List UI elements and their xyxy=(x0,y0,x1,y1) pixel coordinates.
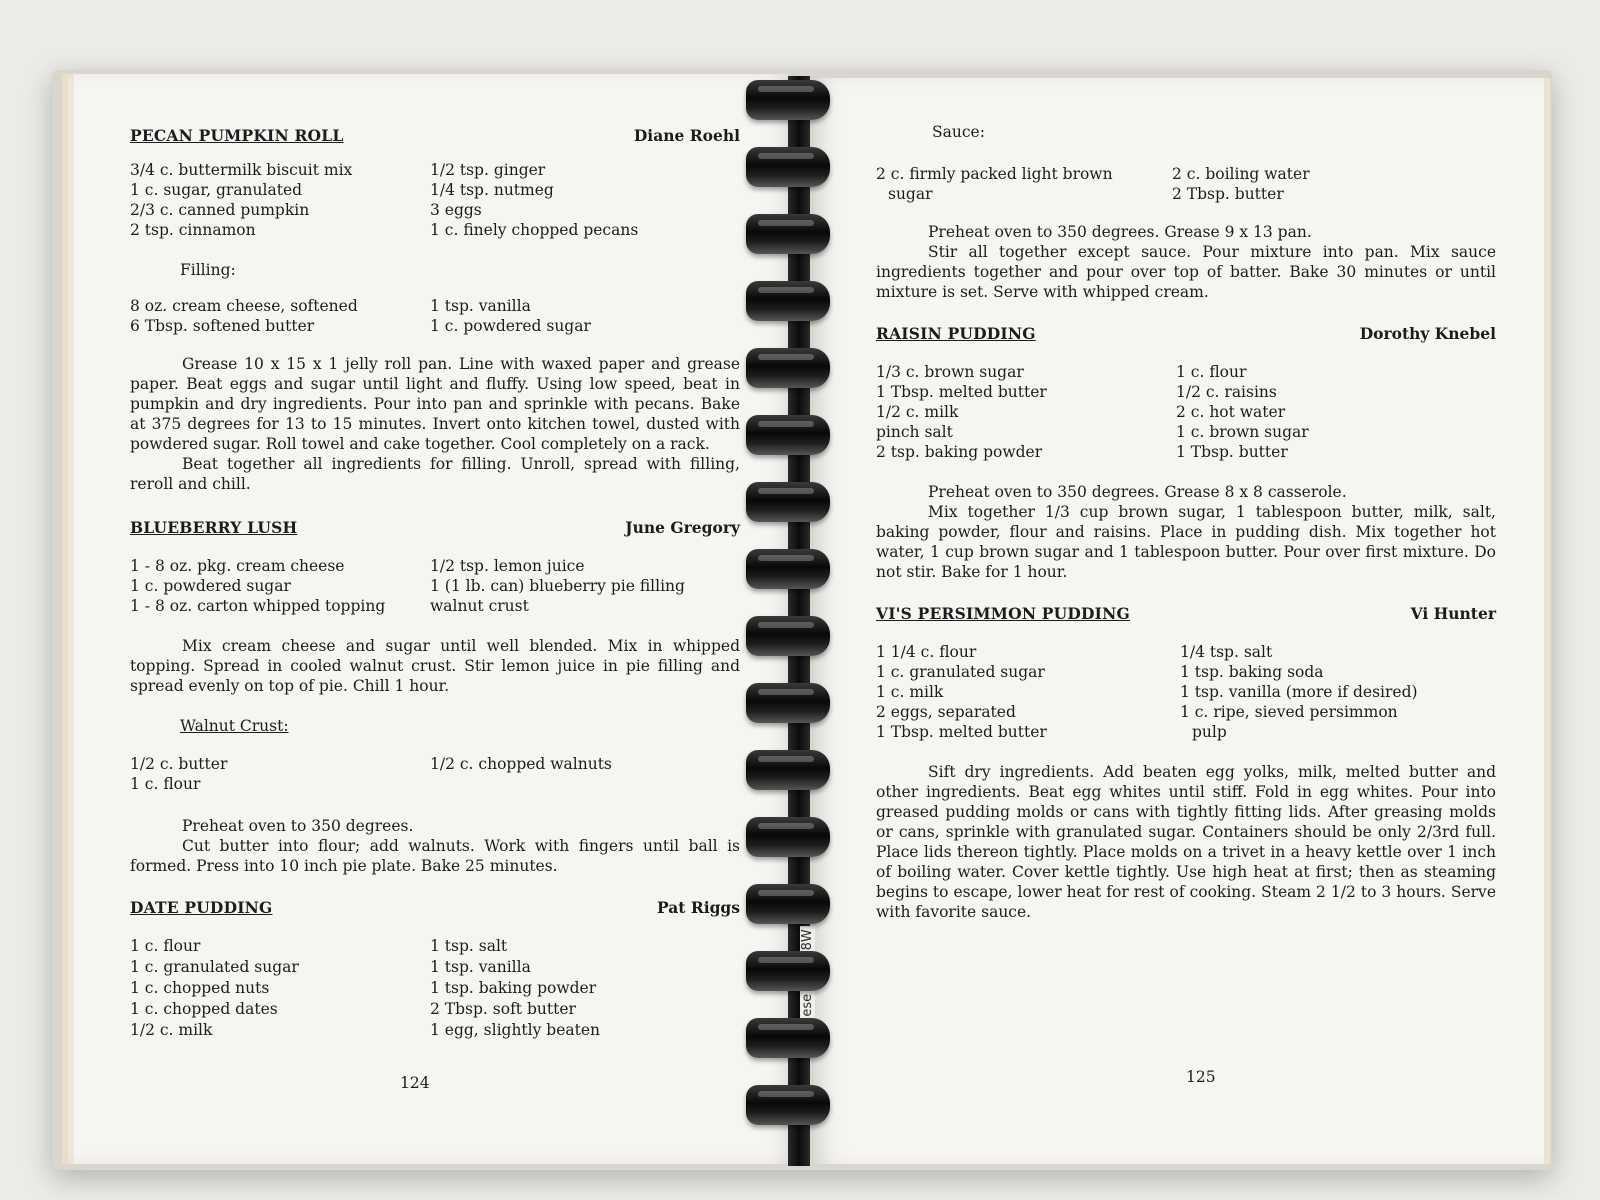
ingredient-list xyxy=(876,164,1496,204)
recipe-title: VI'S PERSIMMON PUDDING xyxy=(876,604,1130,623)
ingredient: 1/2 c. milk xyxy=(876,403,959,421)
ingredient: 1/4 tsp. nutmeg xyxy=(430,181,554,199)
ingredient: 2/3 c. canned pumpkin xyxy=(130,201,310,219)
ingredient: 1/2 tsp. lemon juice xyxy=(430,557,585,575)
ingredient: 1 c. flour xyxy=(1176,363,1247,381)
ingredient: 1 Tbsp. melted butter xyxy=(876,383,1047,401)
recipe-pecan-pumpkin-roll xyxy=(130,126,740,494)
recipe-author: Dorothy Knebel xyxy=(1359,324,1496,343)
recipe-blueberry-lush xyxy=(130,518,740,876)
recipe-header xyxy=(876,324,1496,344)
ingredient: 1 (1 lb. can) blueberry pie filling xyxy=(430,577,685,595)
ingredient: 3 eggs xyxy=(430,201,482,219)
left-page-content xyxy=(130,118,740,1041)
ingredient-list xyxy=(130,556,740,616)
ingredient-list xyxy=(130,936,740,1041)
recipe-header xyxy=(130,898,740,918)
directions xyxy=(130,354,740,494)
ingredient: 1 c. chopped dates xyxy=(130,1000,278,1018)
ingredient: 3/4 c. buttermilk biscuit mix xyxy=(130,161,353,179)
ingredient-list xyxy=(876,362,1496,462)
directions xyxy=(130,816,740,876)
spiral-coil-loop xyxy=(746,683,830,723)
spiral-coil-loop xyxy=(746,80,830,120)
ingredient: 1/2 c. raisins xyxy=(1176,383,1277,401)
recipe-author: Vi Hunter xyxy=(1410,604,1496,623)
ingredient: 1 c. granulated sugar xyxy=(876,663,1045,681)
left-page xyxy=(62,74,796,1164)
ingredient: 1 c. finely chopped pecans xyxy=(430,221,639,239)
directions xyxy=(876,762,1496,922)
direction-paragraph: Sift dry ingredients. Add beaten egg yolks, milk, melted butter and other ingredients. Beat egg whites until stiff. Fold in egg whites. Pour into greased pudding molds or cans with tightly fitting lids. After greasing molds or cans, sprinkle with granulated sugar. Containers should be only 2/3rd full. Place lids thereon tightly. Place molds on a trivet in a heavy kettle over 1 inch of boiling water. Cover kettle tightly. Use high heat at first; then as steaming begins to escape, lower heat for rest of cooking. Steam 2 1/2 to 3 hours. Serve with favorite sauce. xyxy=(876,763,1496,921)
directions xyxy=(876,222,1496,302)
ingredient: pulp xyxy=(1192,723,1227,741)
spiral-coil-loop xyxy=(746,549,830,589)
recipe-header xyxy=(876,604,1496,624)
ingredient: 1 tsp. baking powder xyxy=(430,979,597,997)
recipe-title: BLUEBERRY LUSH xyxy=(130,518,298,537)
ingredient: 1 c. powdered sugar xyxy=(130,577,291,595)
ingredient: 6 Tbsp. softened butter xyxy=(130,317,315,335)
direction-paragraph: Preheat oven to 350 degrees. xyxy=(182,817,414,835)
ingredient: walnut crust xyxy=(430,597,529,615)
direction-paragraph: Mix cream cheese and sugar until well blended. Mix in whipped topping. Spread in cooled walnut crust. Stir lemon juice in pie filling and spread evenly on top of pie. Chill 1 hour. xyxy=(130,637,740,695)
sub-heading: Filling: xyxy=(180,261,236,279)
ingredient: 1 - 8 oz. carton whipped topping xyxy=(130,597,386,615)
ingredient: 1 c. sugar, granulated xyxy=(130,181,303,199)
ingredient: 1/2 tsp. ginger xyxy=(430,161,546,179)
ingredient: 2 tsp. baking powder xyxy=(876,443,1043,461)
recipe-header xyxy=(130,126,740,146)
ingredient: 1 egg, slightly beaten xyxy=(430,1021,601,1039)
ingredient-list xyxy=(130,754,740,794)
ingredient: 1 tsp. baking soda xyxy=(1180,663,1324,681)
recipe-title: PECAN PUMPKIN ROLL xyxy=(130,126,344,145)
direction-paragraph: Preheat oven to 350 degrees. Grease 8 x 8 casserole. xyxy=(928,483,1347,501)
recipe-raisin-pudding xyxy=(876,324,1496,582)
spiral-coil-loop xyxy=(746,817,830,857)
right-page xyxy=(814,78,1550,1164)
spiral-coil-loop xyxy=(746,616,830,656)
ingredient: 2 c. boiling water xyxy=(1172,165,1310,183)
ingredient: sugar xyxy=(888,185,933,203)
ingredient: 1 tsp. salt xyxy=(430,937,508,955)
recipe-author: Pat Riggs xyxy=(656,898,740,917)
ingredient: 1 c. milk xyxy=(876,683,944,701)
ingredient: 1 c. chopped nuts xyxy=(130,979,270,997)
spiral-coil-loop xyxy=(746,415,830,455)
ingredient: 1/3 c. brown sugar xyxy=(876,363,1024,381)
ingredient: 2 Tbsp. butter xyxy=(1172,185,1284,203)
spiral-coil-loop xyxy=(746,884,830,924)
ingredient: 2 c. hot water xyxy=(1176,403,1286,421)
ingredient: 2 Tbsp. soft butter xyxy=(430,1000,576,1018)
recipe-title: RAISIN PUDDING xyxy=(876,324,1036,343)
ingredient: 1 tsp. vanilla xyxy=(430,297,531,315)
spiral-coil-loop xyxy=(746,147,830,187)
ingredient: 1 1/4 c. flour xyxy=(876,643,977,661)
spiral-coil-loop xyxy=(746,214,830,254)
ingredient: 1 c. flour xyxy=(130,937,201,955)
spiral-coil-loop xyxy=(746,348,830,388)
ingredient-list xyxy=(876,642,1496,742)
ingredient-list xyxy=(130,296,740,336)
ingredient: 1 tsp. vanilla (more if desired) xyxy=(1180,683,1418,701)
direction-paragraph: Grease 10 x 15 x 1 jelly roll pan. Line with waxed paper and grease paper. Beat eggs and sugar until light and fluffy. Using low speed, beat in pumpkin and dry ingredients. Pour into pan and sprinkle with pecans. Bake at 375 degrees for 13 to 15 minutes. Invert onto kitchen towel, dusted with powdered sugar. Roll towel and cake together. Cool completely on a rack. xyxy=(130,355,740,453)
ingredient: 1 c. granulated sugar xyxy=(130,958,299,976)
right-page-content xyxy=(876,122,1496,922)
ingredient: 1/2 c. milk xyxy=(130,1021,213,1039)
ingredient: 1 c. powdered sugar xyxy=(430,317,591,335)
ingredient: 1 c. flour xyxy=(130,775,201,793)
ingredient: 1/2 c. butter xyxy=(130,755,228,773)
directions xyxy=(130,636,740,696)
ingredient: 1/4 tsp. salt xyxy=(1180,643,1273,661)
direction-paragraph: Preheat oven to 350 degrees. Grease 9 x 13 pan. xyxy=(928,223,1312,241)
ingredient-list xyxy=(130,160,740,240)
recipe-vis-persimmon-pudding xyxy=(876,604,1496,922)
ingredient: 8 oz. cream cheese, softened xyxy=(130,297,358,315)
sauce-section xyxy=(876,122,1496,302)
spiral-coil-loop xyxy=(746,1085,830,1125)
recipe-author: June Gregory xyxy=(625,518,740,537)
recipe-author: Diane Roehl xyxy=(633,126,740,145)
directions xyxy=(876,482,1496,582)
ingredient: 1 - 8 oz. pkg. cream cheese xyxy=(130,557,345,575)
ingredient: pinch salt xyxy=(876,423,953,441)
ingredient: 1 Tbsp. melted butter xyxy=(876,723,1047,741)
spiral-coil-loop xyxy=(746,951,830,991)
sub-heading: Walnut Crust: xyxy=(180,717,289,735)
page-number: 124 xyxy=(400,1074,430,1092)
direction-paragraph: Mix together 1/3 cup brown sugar, 1 tablespoon butter, milk, salt, baking powder, flour and raisins. Place in pudding dish. Mix together hot water, 1 cup brown sugar and 1 tablespoon butter. Pour over first mixture. Do not stir. Bake for 1 hour. xyxy=(876,503,1496,581)
recipe-header xyxy=(130,518,740,538)
direction-paragraph: Beat together all ingredients for filling. Unroll, spread with filling, reroll and chill. xyxy=(130,455,740,493)
ingredient: 2 tsp. cinnamon xyxy=(130,221,256,239)
spiral-coil-loop xyxy=(746,750,830,790)
direction-paragraph: Stir all together except sauce. Pour mixture into pan. Mix sauce ingredients together and pour over top of batter. Bake 30 minutes or until mixture is set. Serve with whipped cream. xyxy=(876,243,1496,301)
recipe-date-pudding xyxy=(130,898,740,1041)
recipe-title: DATE PUDDING xyxy=(130,898,273,917)
sub-heading: Sauce: xyxy=(932,123,985,141)
ingredient: 2 c. firmly packed light brown xyxy=(876,165,1113,183)
ingredient: 1 c. brown sugar xyxy=(1176,423,1309,441)
ingredient: 1/2 c. chopped walnuts xyxy=(430,755,612,773)
ingredient: 1 tsp. vanilla xyxy=(430,958,531,976)
spiral-coil-loop xyxy=(746,281,830,321)
ingredient: 1 c. ripe, sieved persimmon xyxy=(1180,703,1398,721)
direction-paragraph: Cut butter into flour; add walnuts. Work with fingers until ball is formed. Press into 10 inch pie plate. Bake 25 minutes. xyxy=(130,837,740,875)
spiral-coil-loop xyxy=(746,482,830,522)
ingredient: 1 Tbsp. butter xyxy=(1176,443,1288,461)
ingredient: 2 eggs, separated xyxy=(876,703,1016,721)
spiral-coil-loop xyxy=(746,1018,830,1058)
page-number: 125 xyxy=(1186,1068,1216,1086)
